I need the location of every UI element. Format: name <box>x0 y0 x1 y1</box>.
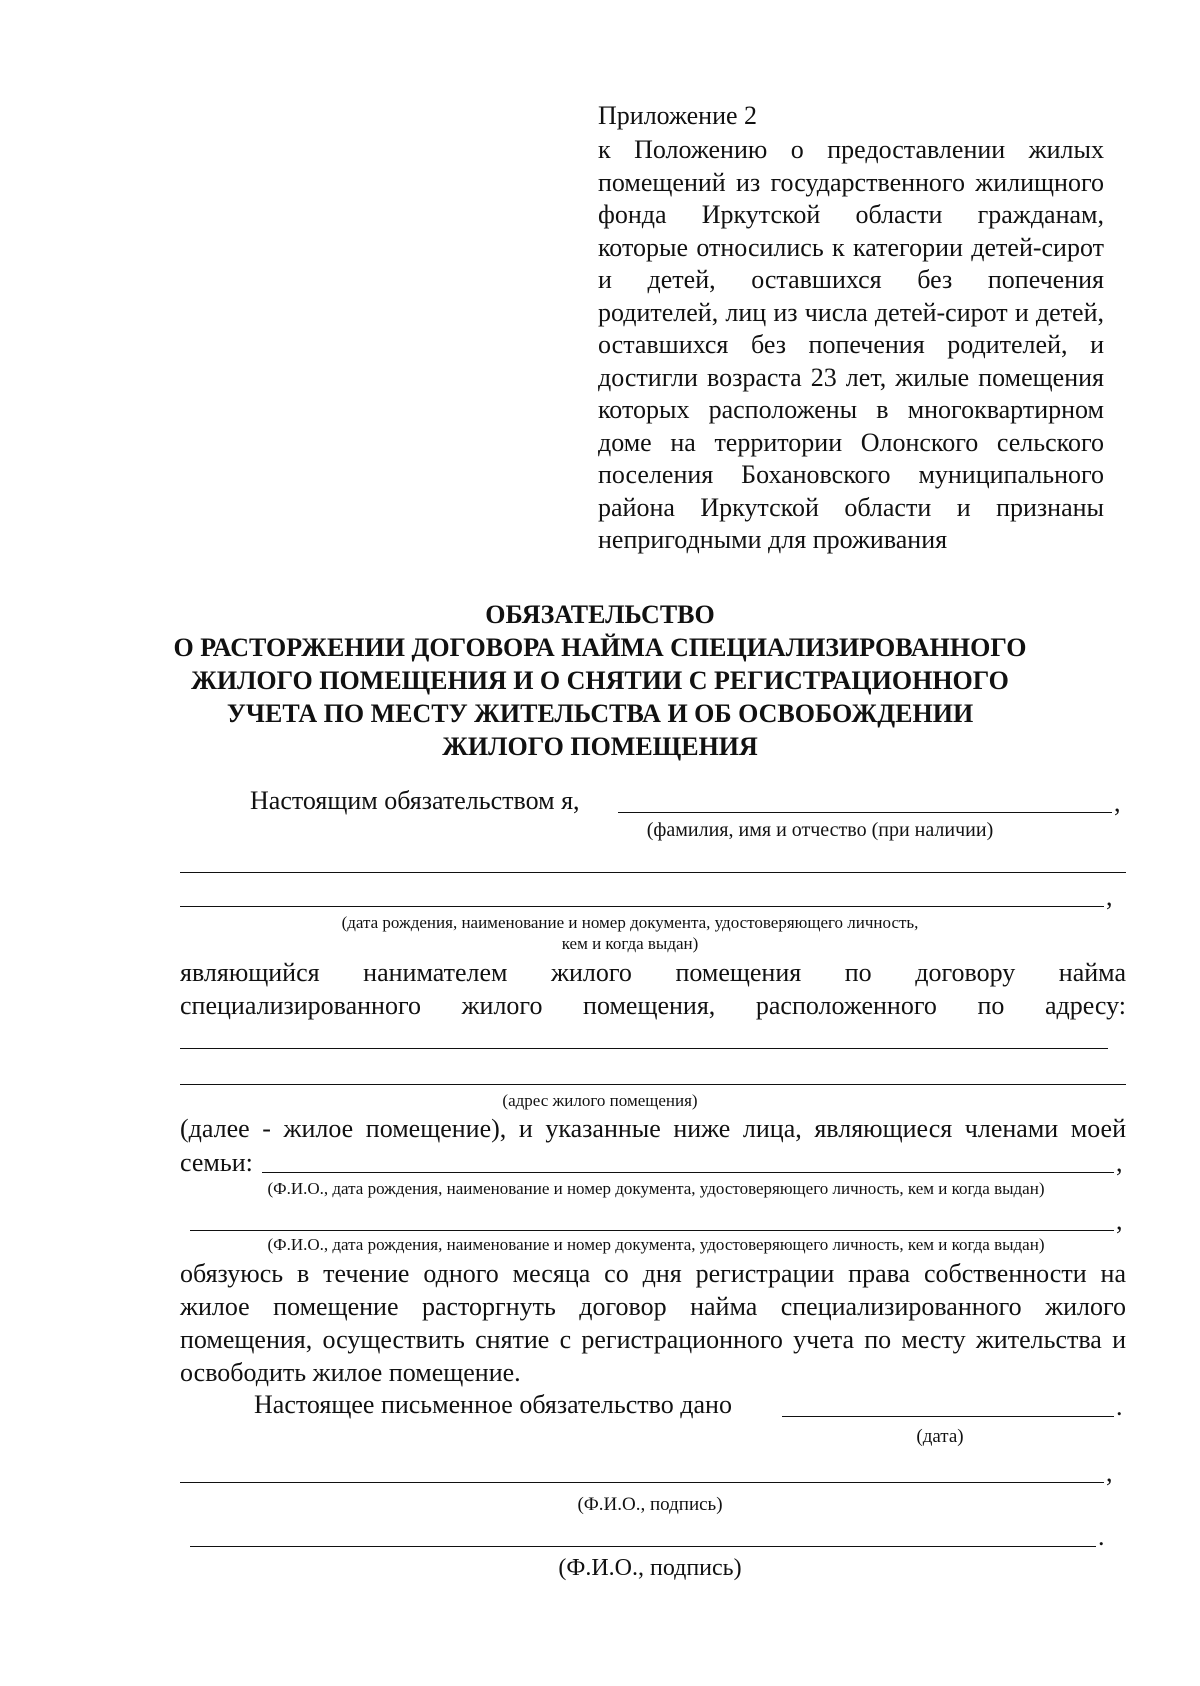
caption-date: (дата) <box>916 1426 964 1447</box>
caption-doc-line-2: кем и когда выдан) <box>561 934 699 953</box>
caption-sign-2: (Ф.И.О., подпись) <box>558 1555 742 1581</box>
period: . <box>1116 1392 1123 1421</box>
caption-doc <box>250 912 1010 954</box>
caption-member-1: (Ф.И.О., дата рождения, наименование и номер документа, удостоверяющего личность, кем и когда выдан) <box>267 1179 1045 1198</box>
signature-line-1[interactable] <box>180 1482 1104 1483</box>
family-member-line-2[interactable] <box>190 1230 1114 1231</box>
family-member-line-1[interactable] <box>262 1172 1114 1173</box>
address-field-line-1[interactable] <box>180 1048 1108 1049</box>
heading-line-5: ЖИЛОГО ПОМЕЩЕНИЯ <box>442 732 758 761</box>
family-label: семьи: <box>180 1148 253 1177</box>
given-text: Настоящее письменное обязательство дано <box>254 1390 732 1419</box>
tenant-line-1: являющийся нанимателем жилого помещения по договору найма <box>180 958 1126 987</box>
document-heading <box>150 598 1050 763</box>
comma: , <box>1106 1458 1113 1487</box>
annex-title: Приложение 2 <box>598 101 758 130</box>
annex-text: к Положению о предоставлении жилых помещений из государственного жилищного фонда Иркутской области гражданам, которые относились к категории детей-сирот и детей, оставшихся без попечения родителей, лиц из числа детей-сирот и детей, оставшихся без попечения родителей, и достигли возраста 23 лет, жилые помещения которых расположены в многоквартирном доме на территории Олонского сельского поселения Бохановского муниципального района Иркутской области и признаны непригодными для проживания <box>598 135 1104 554</box>
family-line-1: (далее - жилое помещение), и указанные ниже лица, являющиеся членами моей <box>180 1114 1126 1143</box>
document-field-line-1[interactable] <box>180 872 1126 873</box>
caption-doc-line-1: (дата рождения, наименование и номер документа, удостоверяющего личность, <box>341 913 919 932</box>
caption-member-2: (Ф.И.О., дата рождения, наименование и номер документа, удостоверяющего личность, кем и когда выдан) <box>267 1235 1045 1254</box>
tenant-line-2: специализированного жилого помещения, расположенного по адресу: <box>180 991 1126 1020</box>
caption-address: (адрес жилого помещения) <box>502 1091 698 1110</box>
period: . <box>1098 1522 1105 1551</box>
intro-text: Настоящим обязательством я, <box>250 786 580 815</box>
comma: , <box>1116 1148 1123 1177</box>
fio-field-line[interactable] <box>618 812 1112 813</box>
comma: , <box>1114 788 1121 817</box>
address-field-line-2[interactable] <box>180 1084 1126 1085</box>
signature-line-2[interactable] <box>190 1546 1096 1547</box>
heading-line-1: ОБЯЗАТЕЛЬСТВО <box>485 600 715 629</box>
heading-line-2: О РАСТОРЖЕНИИ ДОГОВОРА НАЙМА СПЕЦИАЛИЗИРОВАННОГО <box>173 633 1027 662</box>
heading-line-4: УЧЕТА ПО МЕСТУ ЖИТЕЛЬСТВА И ОБ ОСВОБОЖДЕНИИ <box>226 699 974 728</box>
heading-line-3: ЖИЛОГО ПОМЕЩЕНИЯ И О СНЯТИИ С РЕГИСТРАЦИОННОГО <box>191 666 1009 695</box>
comma: , <box>1106 882 1113 911</box>
caption-sign-1: (Ф.И.О., подпись) <box>577 1494 723 1515</box>
obligation-text: обязуюсь в течение одного месяца со дня регистрации права собственности на жилое помещение расторгнуть договор найма специализированного жилого помещения, осуществить снятие с регистрационного учета по месту жительства и освободить жилое помещение. <box>180 1259 1126 1387</box>
document-field-line-2[interactable] <box>180 906 1104 907</box>
caption-fio: (фамилия, имя и отчество (при наличии) <box>646 819 994 841</box>
date-field-line[interactable] <box>782 1416 1114 1417</box>
comma: , <box>1116 1206 1123 1235</box>
